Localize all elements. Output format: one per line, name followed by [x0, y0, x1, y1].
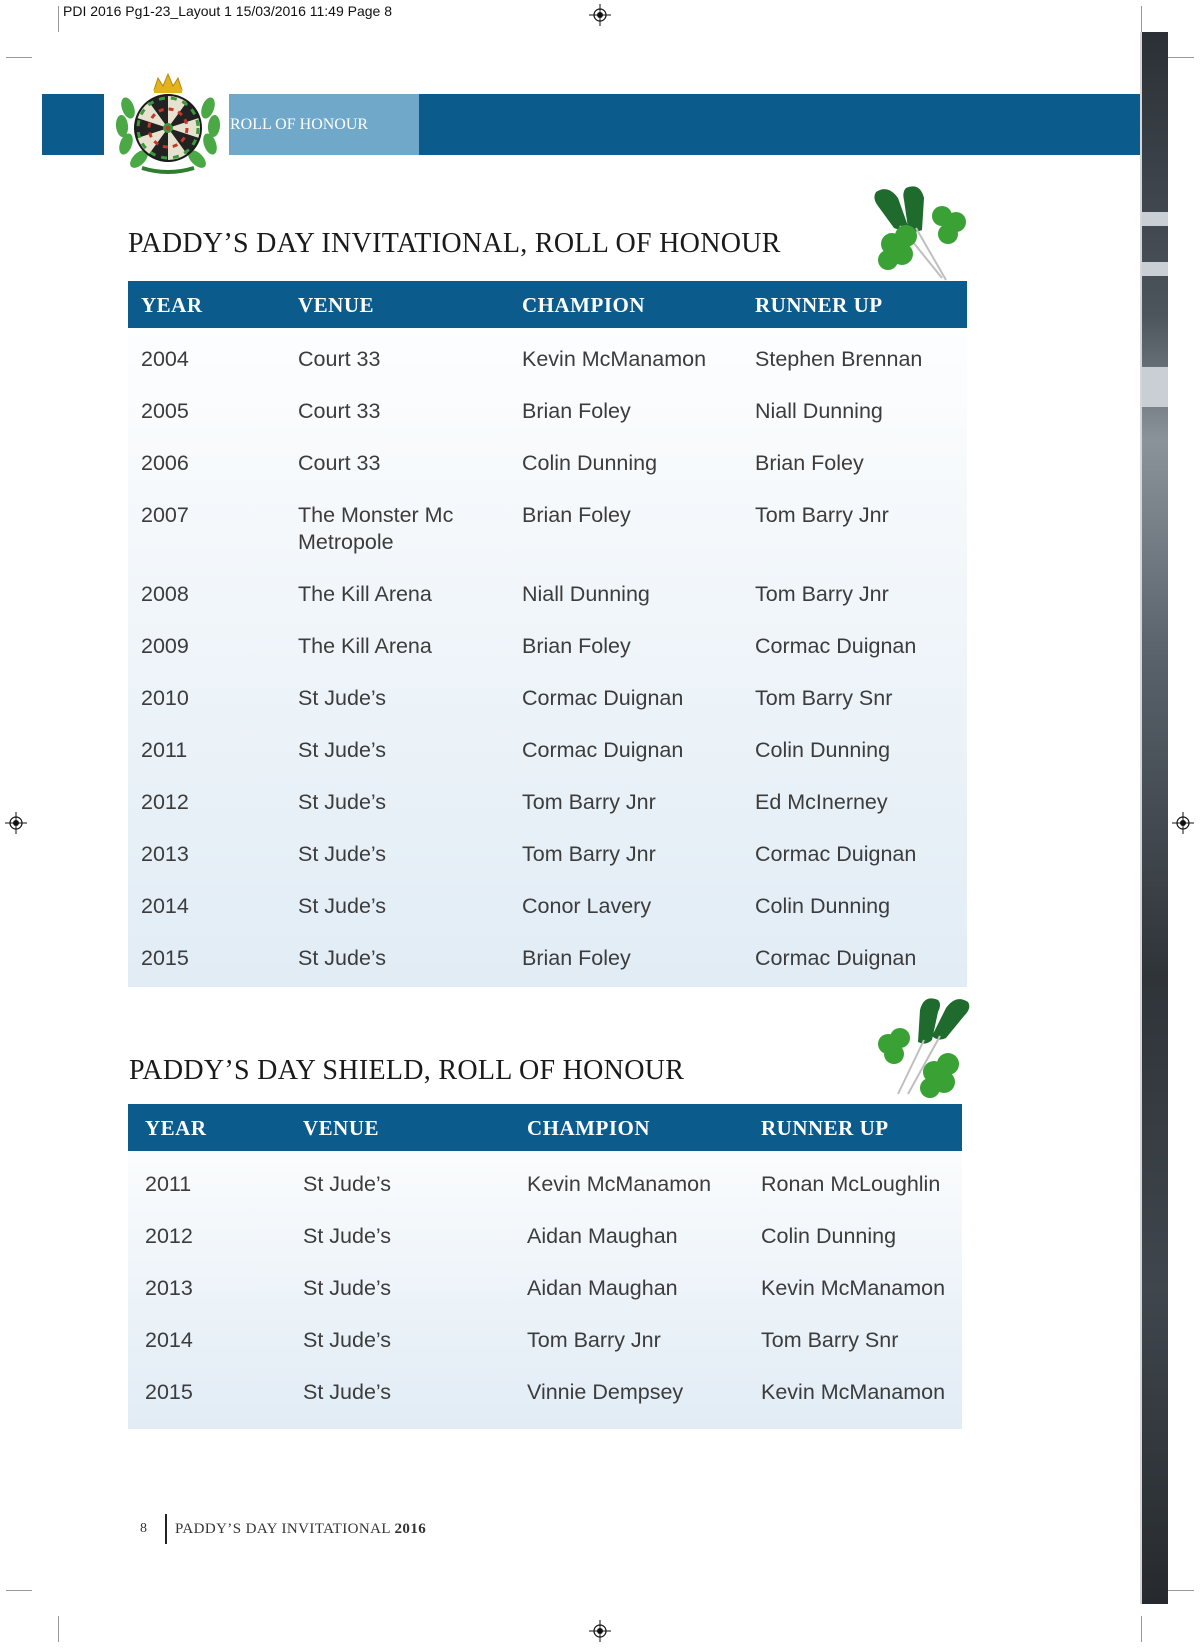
footer-publication-name: PADDY’S DAY INVITATIONAL — [175, 1521, 391, 1537]
header-champion: CHAMPION — [522, 293, 645, 317]
cell-champion: Brian Foley — [522, 946, 631, 970]
cell-runner-up: Kevin McManamon — [761, 1276, 946, 1300]
cell-runner-up: Brian Foley — [755, 451, 864, 475]
cell-venue: St Jude’s — [298, 946, 387, 970]
cell-champion: Tom Barry Jnr — [522, 790, 656, 814]
header-runner-up: RUNNER UP — [755, 293, 883, 317]
cell-venue: St Jude’s — [303, 1276, 392, 1300]
cell-runner-up: Stephen Brennan — [755, 347, 923, 371]
cell-champion: Conor Lavery — [522, 894, 652, 918]
cell-venue: St Jude’s — [303, 1224, 392, 1248]
invitational-title: PADDY’S DAY INVITATIONAL, ROLL OF HONOUR — [128, 228, 781, 259]
cell-year: 2013 — [145, 1276, 193, 1300]
cell-champion: Aidan Maughan — [527, 1276, 678, 1300]
cell-year: 2005 — [141, 399, 189, 423]
cell-champion: Niall Dunning — [522, 582, 650, 606]
banner-label: ROLL OF HONOUR — [230, 116, 369, 133]
trim-mark — [1141, 1616, 1142, 1642]
cell-runner-up: Kevin McManamon — [761, 1380, 946, 1404]
shield-title: PADDY’S DAY SHIELD, ROLL OF HONOUR — [129, 1055, 685, 1086]
cell-venue: The Kill Arena — [298, 634, 432, 658]
cell-runner-up: Tom Barry Snr — [755, 686, 893, 710]
cell-venue: St Jude’s — [303, 1380, 392, 1404]
cell-champion: Brian Foley — [522, 503, 631, 527]
cell-champion: Colin Dunning — [522, 451, 658, 475]
cell-year: 2011 — [145, 1172, 192, 1196]
cell-runner-up: Niall Dunning — [755, 399, 883, 423]
cell-runner-up: Tom Barry Jnr — [755, 582, 889, 606]
cell-year: 2015 — [141, 946, 189, 970]
cell-champion: Brian Foley — [522, 634, 631, 658]
cell-runner-up: Colin Dunning — [761, 1224, 897, 1248]
header-champion: CHAMPION — [527, 1116, 650, 1140]
cell-venue: The Kill Arena — [298, 582, 432, 606]
cell-venue: St Jude’s — [298, 686, 387, 710]
header-year: YEAR — [141, 293, 203, 317]
cell-runner-up: Colin Dunning — [755, 738, 891, 762]
header-venue: VENUE — [303, 1116, 380, 1140]
trim-mark — [1168, 1590, 1194, 1591]
cell-champion: Tom Barry Jnr — [527, 1328, 661, 1352]
cell-champion: Cormac Duignan — [522, 738, 684, 762]
trim-mark — [1141, 6, 1142, 32]
cell-year: 2008 — [141, 582, 189, 606]
cell-venue: St Jude’s — [303, 1328, 392, 1352]
print-slug: PDI 2016 Pg1-23_Layout 1 15/03/2016 11:49 Page 8 — [63, 3, 393, 19]
cell-venue: St Jude’s — [298, 738, 387, 762]
shamrock-darts-icon — [868, 186, 972, 286]
cell-year: 2004 — [141, 347, 189, 371]
cell-champion: Kevin McManamon — [527, 1172, 712, 1196]
trim-mark — [6, 57, 32, 58]
cell-runner-up: Cormac Duignan — [755, 634, 917, 658]
cell-year: 2012 — [141, 790, 189, 814]
cell-runner-up: Tom Barry Jnr — [755, 503, 889, 527]
cell-runner-up: Cormac Duignan — [755, 842, 917, 866]
registration-mark-icon — [589, 4, 611, 26]
cell-venue: Court 33 — [298, 451, 381, 475]
cell-venue: St Jude’s — [298, 894, 387, 918]
trim-mark — [6, 1590, 32, 1591]
trim-mark — [58, 1616, 59, 1642]
cell-year: 2011 — [141, 738, 188, 762]
cell-champion: Tom Barry Jnr — [522, 842, 656, 866]
cell-champion: Cormac Duignan — [522, 686, 684, 710]
cell-venue: St Jude’s — [298, 790, 387, 814]
footer-year: 2016 — [394, 1521, 427, 1537]
cell-runner-up: Tom Barry Snr — [761, 1328, 899, 1352]
cell-year: 2015 — [145, 1380, 193, 1404]
cell-venue: St Jude’s — [303, 1172, 392, 1196]
cell-runner-up: Ed McInerney — [755, 790, 888, 814]
page-number: 8 — [140, 1521, 147, 1536]
registration-mark-icon — [589, 1620, 611, 1642]
cell-venue: The Monster Mc Metropole — [298, 503, 454, 554]
invitational-table — [128, 281, 967, 987]
header-venue: VENUE — [298, 293, 375, 317]
cell-venue: Court 33 — [298, 399, 381, 423]
shamrock-darts-icon — [872, 998, 976, 1098]
cell-year: 2014 — [141, 894, 189, 918]
cell-champion: Aidan Maughan — [527, 1224, 678, 1248]
cell-runner-up: Ronan McLoughlin — [761, 1172, 941, 1196]
cell-year: 2012 — [145, 1224, 193, 1248]
cell-year: 2006 — [141, 451, 189, 475]
cell-year: 2009 — [141, 634, 189, 658]
trim-mark — [1168, 57, 1194, 58]
table-header — [128, 281, 967, 328]
table-header — [128, 1104, 962, 1151]
dartboard-crest-logo — [112, 70, 224, 176]
shield-table — [128, 1104, 962, 1429]
cell-venue: Court 33 — [298, 347, 381, 371]
cell-year: 2010 — [141, 686, 189, 710]
registration-mark-icon — [5, 812, 27, 834]
cell-year: 2007 — [141, 503, 189, 527]
cell-runner-up: Cormac Duignan — [755, 946, 917, 970]
cell-year: 2014 — [145, 1328, 193, 1352]
trim-mark — [58, 6, 59, 32]
cell-champion: Kevin McManamon — [522, 347, 707, 371]
cell-champion: Vinnie Dempsey — [527, 1380, 684, 1404]
cell-year: 2013 — [141, 842, 189, 866]
header-runner-up: RUNNER UP — [761, 1116, 889, 1140]
edge-photo-strip — [1142, 32, 1168, 1604]
cell-champion: Brian Foley — [522, 399, 631, 423]
header-year: YEAR — [145, 1116, 207, 1140]
cell-venue: St Jude’s — [298, 842, 387, 866]
registration-mark-icon — [1172, 812, 1194, 834]
banner-left-block — [42, 94, 104, 155]
cell-runner-up: Colin Dunning — [755, 894, 891, 918]
footer-publication — [175, 1521, 426, 1538]
footer-divider — [165, 1514, 167, 1544]
